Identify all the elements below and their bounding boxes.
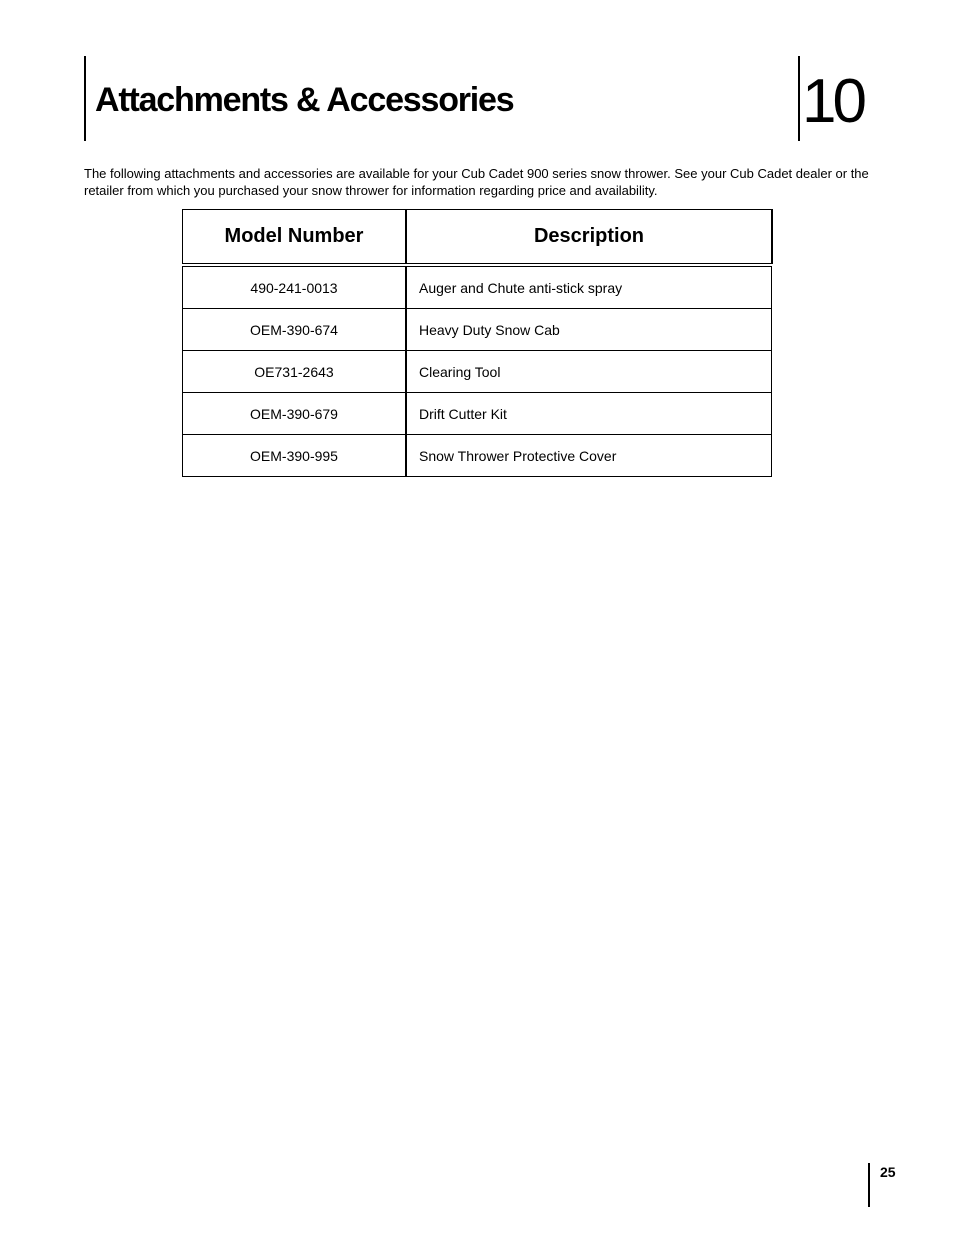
description-cell: Auger and Chute anti-stick spray	[419, 279, 623, 296]
model-number-cell: OEM-390-679	[183, 393, 407, 434]
description-cell: Drift Cutter Kit	[419, 405, 507, 422]
column-header-model-number: Model Number	[183, 210, 407, 263]
table-row	[183, 351, 771, 393]
footer-rule	[868, 1163, 870, 1207]
table-row	[183, 267, 771, 309]
page-title: Attachments & Accessories	[95, 81, 514, 119]
table-row	[183, 393, 771, 435]
accessories-table-header	[182, 209, 773, 264]
intro-paragraph: The following attachments and accessories are available for your Cub Cadet 900 series snow thrower. See your Cub Cadet dealer or the retailer from which you purchased your snow thrower for information regarding price and availability.	[84, 166, 869, 198]
model-number-cell: OE731-2643	[183, 351, 407, 392]
description-cell: Snow Thrower Protective Cover	[419, 447, 617, 464]
model-number-cell: OEM-390-674	[183, 309, 407, 350]
accessories-table	[182, 267, 772, 477]
model-number-cell: OEM-390-995	[183, 435, 407, 476]
description-cell: Clearing Tool	[419, 363, 501, 380]
page-number: 25	[880, 1164, 896, 1180]
table-row	[183, 435, 771, 476]
description-cell: Heavy Duty Snow Cab	[419, 321, 560, 338]
table-row	[183, 309, 771, 351]
title-rule	[84, 56, 86, 141]
chapter-number: 10	[802, 67, 863, 136]
chapter-rule	[798, 56, 800, 141]
model-number-cell: 490-241-0013	[183, 267, 407, 308]
column-header-description: Description	[533, 225, 645, 247]
